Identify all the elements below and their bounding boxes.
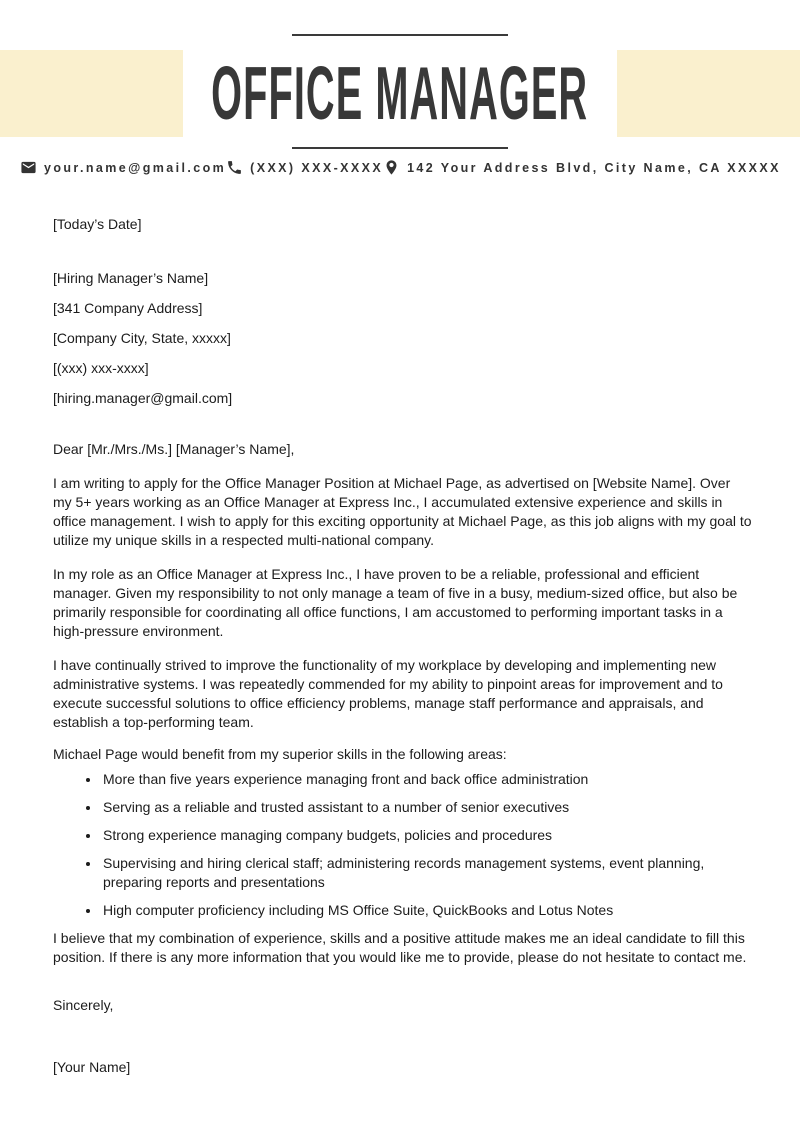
recipient-email: [hiring.manager@gmail.com]: [53, 390, 233, 406]
list-item: • Supervising and hiring clerical staff; administering records management systems, event planning, preparing reports and presentations: [101, 854, 752, 892]
page-title: OFFICE MANAGER: [211, 51, 589, 135]
recipient-city: [Company City, State, xxxxx]: [53, 330, 231, 346]
title-container: [0, 50, 800, 137]
contact-email-text: your.name@gmail.com: [44, 160, 227, 175]
list-item: • High computer proficiency including MS Office Suite, QuickBooks and Lotus Notes: [101, 901, 752, 920]
contact-address-text: 142 Your Address Blvd, City Name, CA XXXXX: [407, 160, 781, 175]
list-item: • Serving as a reliable and trusted assistant to a number of senior executives: [101, 798, 752, 817]
salutation: Dear [Mr./Mrs./Ms.] [Manager’s Name],: [53, 441, 295, 457]
skills-list: [53, 770, 752, 920]
recipient-phone: [(xxx) xxx-xxxx]: [53, 360, 149, 376]
letter-body: [0, 215, 800, 1077]
phone-icon: [226, 159, 243, 176]
header-top-rule: [292, 34, 508, 36]
location-pin-icon: [383, 159, 400, 176]
recipient-street: [341 Company Address]: [53, 300, 203, 316]
paragraph-intro: I am writing to apply for the Office Manager Position at Michael Page, as advertised on [Website Name]. Over my 5+ years working as an Office Manager at Express Inc., I accumulated extensive experience and skills in office management. I wish to apply for this exciting opportunity at Michael Page, as this job aligns with my goal to utilize my unique skills in a respected multi-national company.: [53, 475, 752, 548]
paragraph-role: In my role as an Office Manager at Express Inc., I have proven to be a reliable, professional and efficient manager. Given my responsibility to not only manage a team of five in a busy, medium-sized office, but also be primarily responsible for coordinating all office functions, I am accustomed to performing important tasks in a high-pressure environment.: [53, 566, 738, 639]
letter-date: [Today’s Date]: [53, 216, 142, 232]
document-header: [0, 0, 800, 188]
contact-email: [20, 159, 226, 176]
paragraph-achievements: I have continually strived to improve the functionality of my workplace by developing and implementing new administrative systems. I was repeatedly commended for my ability to pinpoint areas for improvement and to execute successful solutions to office efficiency problems, manage staff performance and appraisals, and establish a top-performing team.: [53, 657, 723, 730]
sign-off: Sincerely,: [53, 997, 114, 1013]
list-item: • More than five years experience managing front and back office administration: [101, 770, 752, 789]
recipient-block: [53, 269, 752, 408]
contact-phone: [226, 159, 383, 176]
contact-bar: [0, 159, 800, 176]
closing-paragraph: I believe that my combination of experience, skills and a positive attitude makes me an ideal candidate to fill this position. If there is any more information that you would like me to provide, please do not hesitate to contact me.: [53, 930, 747, 965]
skills-intro: Michael Page would benefit from my superior skills in the following areas:: [53, 746, 507, 762]
envelope-icon: [20, 159, 37, 176]
contact-phone-text: (XXX) XXX-XXXX: [250, 160, 384, 175]
header-bottom-rule: [292, 147, 508, 149]
list-item: • Strong experience managing company budgets, policies and procedures: [101, 826, 752, 845]
recipient-name: [Hiring Manager’s Name]: [53, 270, 209, 286]
contact-address: [383, 159, 781, 176]
signature-placeholder: [Your Name]: [53, 1059, 131, 1075]
